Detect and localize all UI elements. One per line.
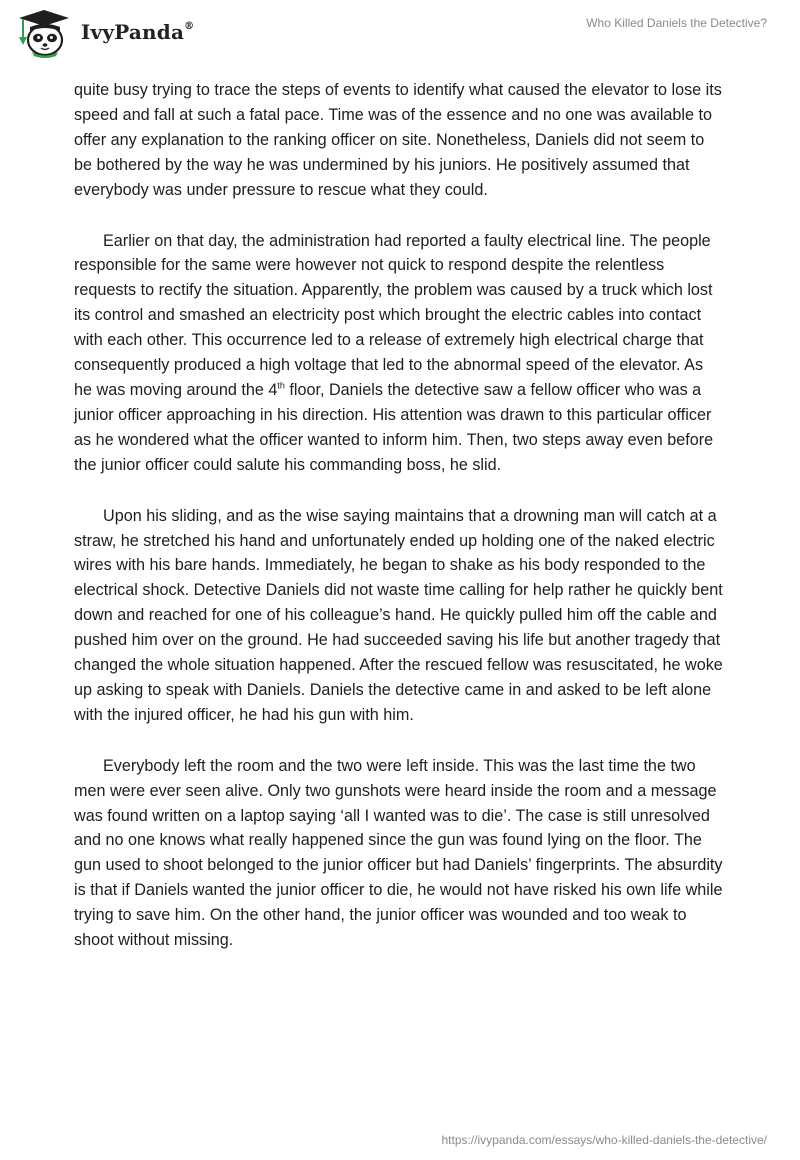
brand-name[interactable] <box>81 20 194 44</box>
paragraph-3: Upon his sliding, and as the wise saying maintains that a drowning man will catch at a straw, he stretched his hand and unfortunately ended up holding one of the naked electric wires with his bare hands. Immediately, he began to shake as his body responded to the electrical shock. Detective Daniels did not waste time calling for help rather he quickly bent down and reached for one of his colleague’s hand. He quickly pulled him off the cable and pushed him over on the ground. He had succeeded saving his life but another tragedy that changed the whole situation happened. After the rescued fellow was resuscitated, he woke up asking to speak with Daniels. Daniels the detective came in and asked to be left alone with the injured officer, he had his gun with him. <box>74 506 723 724</box>
paragraph-1: quite busy trying to trace the steps of events to identify what caused the elevator to lose its speed and fall at such a fatal pace. Time was of the essence and no one was available to offer any explanation to the ranking officer on site. Nonetheless, Daniels did not seem to be bothered by the way he was undermined by his juniors. He positively assumed that everybody was under pressure to rescue what they could. <box>74 81 722 199</box>
panda-graduation-cap-logo-icon[interactable] <box>14 7 74 59</box>
registered-mark: ® <box>184 21 195 33</box>
paragraph-2-part-b: floor, Daniels the detective saw a fellow officer who was a junior officer approaching in his direction. His attention was drawn to this particular officer as he wondered what the officer wanted to inform him. Then, two steps away even before the junior officer could salute his commanding boss, he slid. <box>74 380 714 474</box>
essay-body <box>74 78 724 979</box>
ordinal-superscript: th <box>277 380 285 391</box>
page-header <box>0 0 800 66</box>
document-title: Who Killed Daniels the Detective? <box>586 16 767 30</box>
paragraph-2-part-a: Earlier on that day, the administration had reported a faulty electrical line. The people responsible for the same were however not quick to respond despite the relentless requests to rectify the situation. Apparently, the problem was caused by a truck which lost its control and smashed an electricity post which brought the electric cables into contact with each other. This occurrence led to a release of extremely high electrical charge that consequently produced a high voltage that led to the abnormal speed of the elevator. As he was moving around the 4 <box>74 231 713 399</box>
paragraph-4: Everybody left the room and the two were left inside. This was the last time the two men were ever seen alive. Only two gunshots were heard inside the room and a message was found written on a laptop saying ‘all I wanted was to die’. The case is still unresolved and no one knows what really happened since the gun was found lying on the floor. The gun used to shoot belonged to the junior officer but had Daniels’ fingerprints. The absurdity is that if Daniels wanted the junior officer to die, he would not have risked his own life while trying to save him. On the other hand, the junior officer was wounded and too weak to shoot without missing. <box>74 756 723 950</box>
source-url-link[interactable]: https://ivypanda.com/essays/who-killed-daniels-the-detective/ <box>441 1133 767 1147</box>
paragraph-2 <box>74 229 724 478</box>
brand-text: IvyPanda <box>81 20 185 44</box>
